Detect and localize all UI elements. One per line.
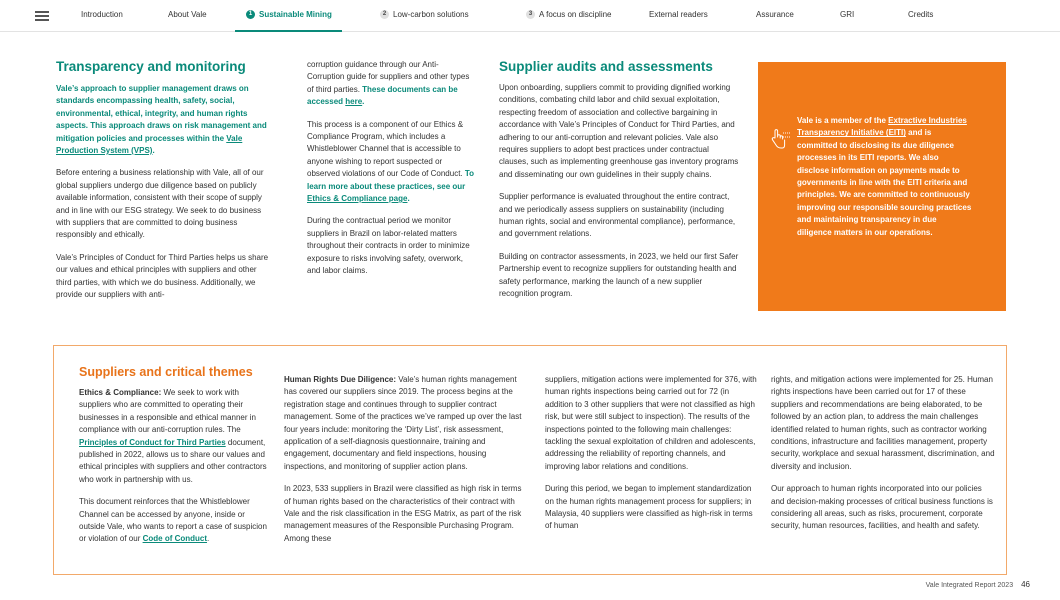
nav-number-badge: 2 bbox=[380, 10, 389, 19]
report-name: Vale Integrated Report 2023 bbox=[925, 582, 1014, 589]
hand-touch-icon bbox=[770, 127, 794, 151]
punct: . bbox=[407, 194, 410, 204]
menu-icon[interactable] bbox=[35, 11, 49, 21]
text: To learn more about these practices, see our bbox=[307, 169, 475, 191]
critical-column-4 bbox=[771, 374, 996, 543]
nav-item-label: Sustainable Mining bbox=[259, 10, 332, 19]
transparency-paragraph-3: Vale’s Principles of Conduct for Third Parties helps us share our values and ethical principles with suppliers and other third parties, with which we do business. Additionally, we provide our suppliers with anti- bbox=[56, 252, 269, 300]
principles-of-conduct-link[interactable]: Principles of Conduct for Third Parties bbox=[79, 437, 226, 447]
nav-item-label: A focus on discipline bbox=[539, 10, 612, 19]
text: and is committed to disclosing its due diligence processes in its EITI reports. We also disclose information on payments made to governments in line with the EITI criteria and principles. We are committed to continuously improving our responsible sourcing practices and maintaining transparency in due diligence matters in our operations. bbox=[797, 128, 972, 237]
intro-text: Vale’s approach to supplier management draws on standards encompassing health, safety, social, environmental, ethical, integrity, and human rights aspects. This approach draws on risk management and mitigation policies and processes within the bbox=[56, 84, 267, 143]
eiti-text bbox=[797, 115, 972, 239]
transparency-intro bbox=[56, 83, 274, 157]
nav-item-low-carbon[interactable] bbox=[380, 10, 469, 19]
nav-item-label: Assurance bbox=[756, 10, 794, 19]
nav-item-label: About Vale bbox=[168, 10, 207, 19]
whistleblower-paragraph bbox=[79, 496, 272, 546]
text: This process is a component of our Ethics & Compliance Program, which includes a Whistleblower Channel that is accessible to anyone wishing to report suspected or observed violations of our Code of Conduct. bbox=[307, 119, 465, 179]
ethics-compliance-link[interactable]: Ethics & Compliance page bbox=[307, 194, 408, 204]
vps-link[interactable]: Vale Production System (VPS) bbox=[56, 133, 243, 156]
punct: . bbox=[152, 146, 155, 156]
monitoring-paragraph: During the contractual period we monitor suppliers in Brazil on labor-related matters throughout their contracts in order to minimize exposure to risks involving safety, overwork, and labor claims. bbox=[307, 216, 470, 276]
audits-paragraph-1: Upon onboarding, suppliers commit to providing dignified working conditions, combating child labor and child sexual exploitation, respecting freedom of association and collective bargaining in accordance with Vale’s Principles of Conduct for Third Parties, and adhering to our anti-corruption and relevant policies. Vale also requires suppliers to adopt best practices under contractual clauses, such as implementing greenhouse gas inventory programs and disseminating our own guidelines in their supply chains. bbox=[499, 83, 739, 179]
critical-column-3 bbox=[545, 374, 757, 543]
ethics-program-paragraph bbox=[307, 119, 475, 206]
nav-item-label: GRI bbox=[840, 10, 855, 19]
nav-item-external-readers[interactable] bbox=[649, 10, 708, 19]
text: Vale is a member of the bbox=[797, 116, 889, 125]
nav-number-badge: 1 bbox=[246, 10, 255, 19]
text: This document reinforces that the Whistleblower Channel can be accessed by anyone, inside or outside Vale, who wants to report a case of suspicion or violation of our bbox=[79, 497, 267, 544]
transparency-paragraph-2: Before entering a business relationship with Vale, all of our global suppliers undergo due diligence based on publicly available information, consistent with their scope of supply and in line with our ESG strategy. We seek to do business with suppliers that are committed to doing business responsibly and ethically. bbox=[56, 168, 264, 240]
nav-item-gri[interactable] bbox=[840, 10, 854, 19]
transparency-column-2 bbox=[307, 59, 475, 288]
nav-item-assurance[interactable] bbox=[756, 10, 794, 19]
section-title-critical-themes: Suppliers and critical themes bbox=[79, 365, 253, 379]
nav-item-discipline[interactable] bbox=[526, 10, 612, 19]
approach-paragraph: Our approach to human rights incorporated into our policies and decision-making processes of critical business functions is considering all areas, such as risks, procurement, corporate security, human resources, facilities, and health and safety. bbox=[771, 484, 993, 531]
inspections-paragraph: rights, and mitigation actions were implemented for 25. Human rights inspections have been carried out for 17 of these suppliers and recommendations are being elaborated, to be followed by an action plan, to address the main challenges identified related to human rights, such as contractor working conditions, infrastructure and facilities management, property security, workplace and sexual harassment, discrimination, and diversity and inclusion. bbox=[771, 375, 995, 471]
mitigation-paragraph: suppliers, mitigation actions were implemented for 376, with human rights inspections being carried out for 72 (in addition to 3 other suppliers that were not classified as high risk, but were still subject to inspection). The results of the inspections pointed to the following main challenges: tackling the sexual exploitation of children and adolescents, addressing the reliability of reporting channels, and improving labor relations and conditions. bbox=[545, 375, 757, 471]
label: Human Rights Due Diligence: bbox=[284, 375, 397, 384]
malaysia-paragraph: During this period, we began to implement standardization on the human rights management process for suppliers; in Malaysia, 40 suppliers were classified as high-risk in terms of human bbox=[545, 484, 753, 531]
critical-column-1 bbox=[79, 387, 272, 556]
text: These documents can be accessed bbox=[307, 84, 458, 107]
critical-column-2 bbox=[284, 374, 528, 555]
nav-item-label: External readers bbox=[649, 10, 708, 19]
label: Ethics & Compliance: bbox=[79, 388, 162, 397]
nav-item-label: Low-carbon solutions bbox=[393, 10, 469, 19]
nav-item-credits[interactable] bbox=[908, 10, 933, 19]
nav-item-sustainable-mining[interactable] bbox=[246, 10, 332, 19]
audits-paragraph-2: Supplier performance is evaluated throughout the entire contract, and we periodically assess suppliers on sustainability (including human rights, social and environmental compliance), performance, and government relations. bbox=[499, 192, 736, 239]
high-risk-paragraph: In 2023, 533 suppliers in Brazil were classified as high risk in terms of human rights based on the characteristics of their contract with Vale and the risk classification in the ESG Matrix, as part of the risk management measures of the Responsible Purchasing Program. Among these bbox=[284, 484, 522, 543]
page-footer bbox=[926, 580, 1030, 589]
nav-item-label: Credits bbox=[908, 10, 934, 19]
audits-paragraph-3: Building on contractor assessments, in 2023, we held our first Safer Partnership event to recognize suppliers for outstanding health and safety performance, marking the launch of a new supplier recognition program. bbox=[499, 251, 739, 299]
nav-item-introduction[interactable] bbox=[81, 10, 123, 19]
top-navigation bbox=[0, 0, 1060, 32]
nav-item-label: Introduction bbox=[81, 10, 123, 19]
page-number: 46 bbox=[1021, 580, 1030, 589]
text: corruption guidance through our Anti-Corruption guide for suppliers and other types of third parties. bbox=[307, 60, 470, 94]
text: We seek to work with suppliers who are committed to operating their businesses in a responsible and ethical manner in compliance with our anti-corruption rules. The bbox=[79, 388, 256, 435]
human-rights-dd-paragraph bbox=[284, 374, 528, 473]
text: document, published in 2022, allows us to share our values and ethical principles with suppliers and other contractors who work in partnership with us. bbox=[79, 437, 267, 484]
punct: . bbox=[362, 97, 365, 107]
eiti-callout bbox=[758, 62, 1006, 311]
nav-item-about-vale[interactable] bbox=[168, 10, 207, 19]
code-of-conduct-link[interactable]: Code of Conduct bbox=[142, 534, 208, 544]
active-tab-indicator bbox=[235, 30, 342, 32]
transparency-column-1 bbox=[56, 83, 274, 312]
here-link[interactable]: here bbox=[345, 97, 363, 107]
section-title-audits: Supplier audits and assessments bbox=[499, 59, 713, 74]
ethics-compliance-paragraph bbox=[79, 387, 272, 486]
audits-column bbox=[499, 82, 739, 311]
section-title-transparency: Transparency and monitoring bbox=[56, 59, 246, 74]
nav-number-badge: 3 bbox=[526, 10, 535, 19]
eiti-link[interactable]: Extractive Industries Transparency Initiative (EITI) bbox=[797, 116, 967, 138]
anticorruption-paragraph bbox=[307, 59, 475, 109]
text: Vale’s human rights management has covered our suppliers since 2019. The process begins at the registration stage and continues through to supplier contract management. Some of the practices we’ve ramped up over the last four years include: monitoring the ‘Dirty List’, risk assessment, application of a self-diagnosis questionnaire, training and engagement, documentary and field inspections, housing inspections, and monitoring of supplier action plans. bbox=[284, 375, 522, 471]
punct: . bbox=[207, 534, 210, 544]
